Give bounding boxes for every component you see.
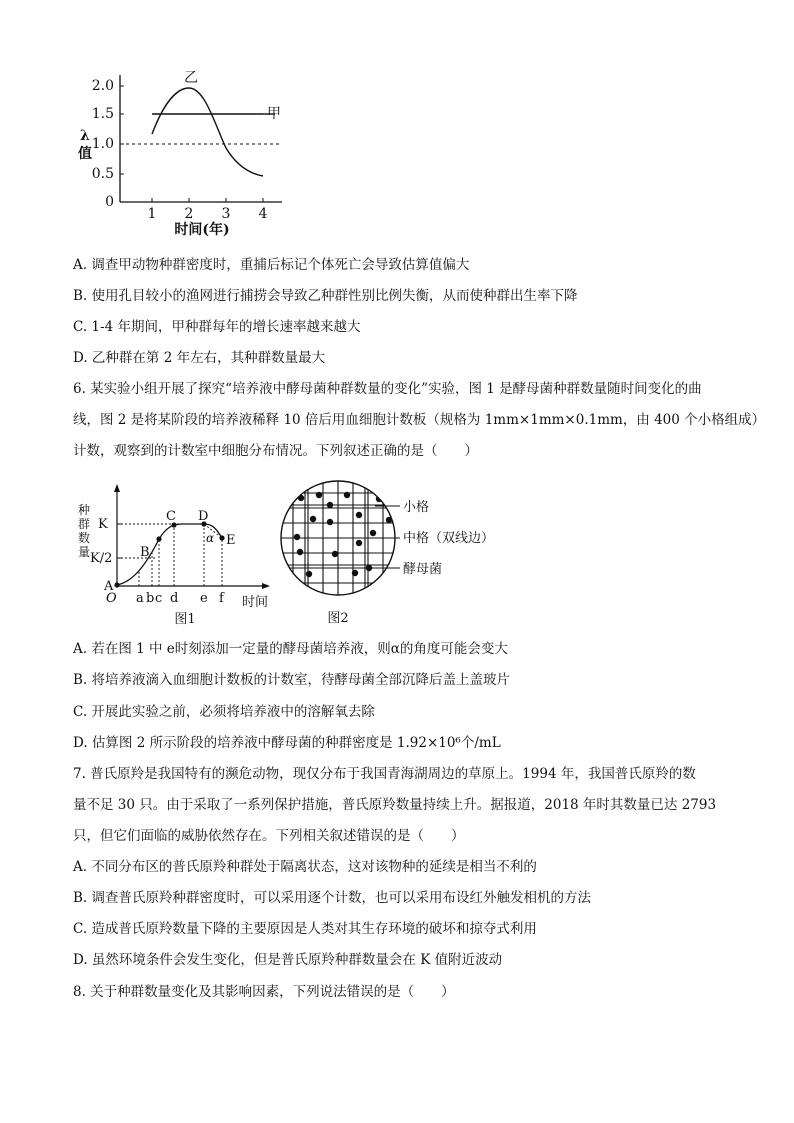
y-axis-label-2: 值 [78,146,92,162]
g1-label-a: A [104,579,114,594]
g1-y-arrow [114,484,120,492]
series-yi-label: 乙 [184,70,198,86]
y-tick-label: 0 [105,194,114,210]
g1-angle: α [206,531,215,545]
q7-stem-line-1: 7. 普氏原羚是我国特有的濒危动物，现仅分布于我国青海湖周边的草原上。1994 年，我国普氏原羚的数 [73,766,696,782]
hemocytometer-figure [275,476,505,628]
q5-option-a: A. 调查甲动物种群密度时，重捕后标记个体死亡会导致估算值偏大 [73,257,470,273]
q5-option-b: B. 使用孔目较小的渔网进行捕捞会导致乙种群性别比例失衡，从而使种群出生率下降 [73,288,578,304]
x-tick-label: 4 [258,206,268,222]
y-ticks [92,78,124,210]
g2-caption: 图2 [327,611,349,626]
x-tick-label: 1 [147,206,157,222]
q5-option-c: C. 1-4 年期间，甲种群每年的增长速率越来越大 [73,319,361,335]
g1-y-tick-k: K [98,517,108,532]
g1-point-a [114,582,119,587]
g1-y-axis-label-4: 量 [78,545,91,559]
q6-stem-line-2: 线，图 2 是将某阶段的培养液稀释 10 倍后用血细胞计数板（规格为 1mm×1mm×0.1mm，由 400 个小格组成） [73,412,766,428]
g1-x-arrow [262,583,270,589]
label-yeast: 酵母菌 [403,562,443,577]
label-small-square: 小格 [403,500,430,515]
y-tick-label: 1.0 [91,136,114,152]
q8-stem: 8. 关于种群数量变化及其影响因素，下列说法错误的是（ ） [73,984,455,1000]
g1-y-tick-k2: K/2 [90,551,113,566]
g1-caption: 图1 [174,612,196,627]
g1-point-e [219,535,224,540]
x-tick-label: 2 [184,206,194,222]
g1-label-c: C [166,509,176,524]
g1-x-tick-c: c [155,591,163,606]
g1-y-axis-label: 种 [78,503,91,517]
g1-label-d: D [198,509,209,524]
g1-x-tick-d: d [170,591,179,606]
g1-y-axis-label-3: 数 [78,531,91,545]
g1-x-tick-e: e [200,591,208,606]
q7-stem-line-2: 量不足 30 只。由于采取了一系列保护措施，普氏原羚数量持续上升。据报道，2018 年时其数量已达 2793 [73,797,717,813]
x-axis-label: 时间(年) [174,222,230,238]
g1-x-tick-f: f [219,591,224,606]
series-yi-curve [152,88,263,176]
counting-grid [275,476,405,606]
q7-option-d: D. 虽然环境条件会发生变化，但是普氏原羚种群数量会在 K 值附近波动 [73,952,503,968]
q6-option-b: B. 将培养液滴入血细胞计数板的计数室，待酵母菌全部沉降后盖上盖玻片 [73,672,511,688]
g1-y-axis-label-2: 群 [78,517,91,531]
q6-option-a: A. 若在图 1 中 e时刻添加一定量的酵母菌培养液，则α的角度可能会变大 [73,641,508,657]
y-tick-label: 1.5 [91,106,114,122]
y-tick-label: 2.0 [91,78,114,94]
g1-x-tick-b: b [146,591,155,606]
label-medium-square: 中格（双线边） [403,531,495,546]
q6-stem-line-3: 计数，观察到的计数室中细胞分布情况。下列叙述正确的是（ ） [73,443,478,459]
y-axis-label: λ [80,128,90,144]
q6-option-d: D. 估算图 2 所示阶段的培养液中酵母菌的种群密度是 1.92×10⁶个/mL [73,735,501,751]
g1-label-e: E [226,533,236,548]
x-tick-label: 3 [221,206,231,222]
y-tick-label: 0.5 [91,166,114,182]
q7-stem-line-3: 只，但它们面临的威胁依然存在。下列相关叙述错误的是（ ） [73,828,465,844]
lambda-chart [60,60,320,245]
q7-option-a: A. 不同分布区的普氏原羚种群处于隔离状态，这对该物种的延续是相当不利的 [73,859,537,875]
g1-x-axis-label: 时间 [242,595,269,610]
g1-x-tick-a: a [136,591,144,606]
g1-origin: O [106,591,117,606]
q6-stem-line-1: 6. 某实验小组开展了探究“培养液中酵母菌种群数量的变化”实验，图 1 是酵母菌种群数量随时间变化的曲 [73,381,702,397]
g1-point-b [156,536,161,541]
q6-option-c: C. 开展此实验之前，必须将培养液中的溶解氧去除 [73,704,375,720]
q7-option-b: B. 调查普氏原羚种群密度时，可以采用逐个计数，也可以采用布设红外触发相机的方法 [73,890,592,906]
g1-label-b: B [140,545,150,560]
q7-option-c: C. 造成普氏原羚数量下降的主要原因是人类对其生存环境的破坏和掠夺式利用 [73,921,537,937]
yeast-growth-chart [70,482,280,630]
series-jia-label: 甲 [267,106,281,122]
q5-option-d: D. 乙种群在第 2 年左右，其种群数量最大 [73,350,326,366]
